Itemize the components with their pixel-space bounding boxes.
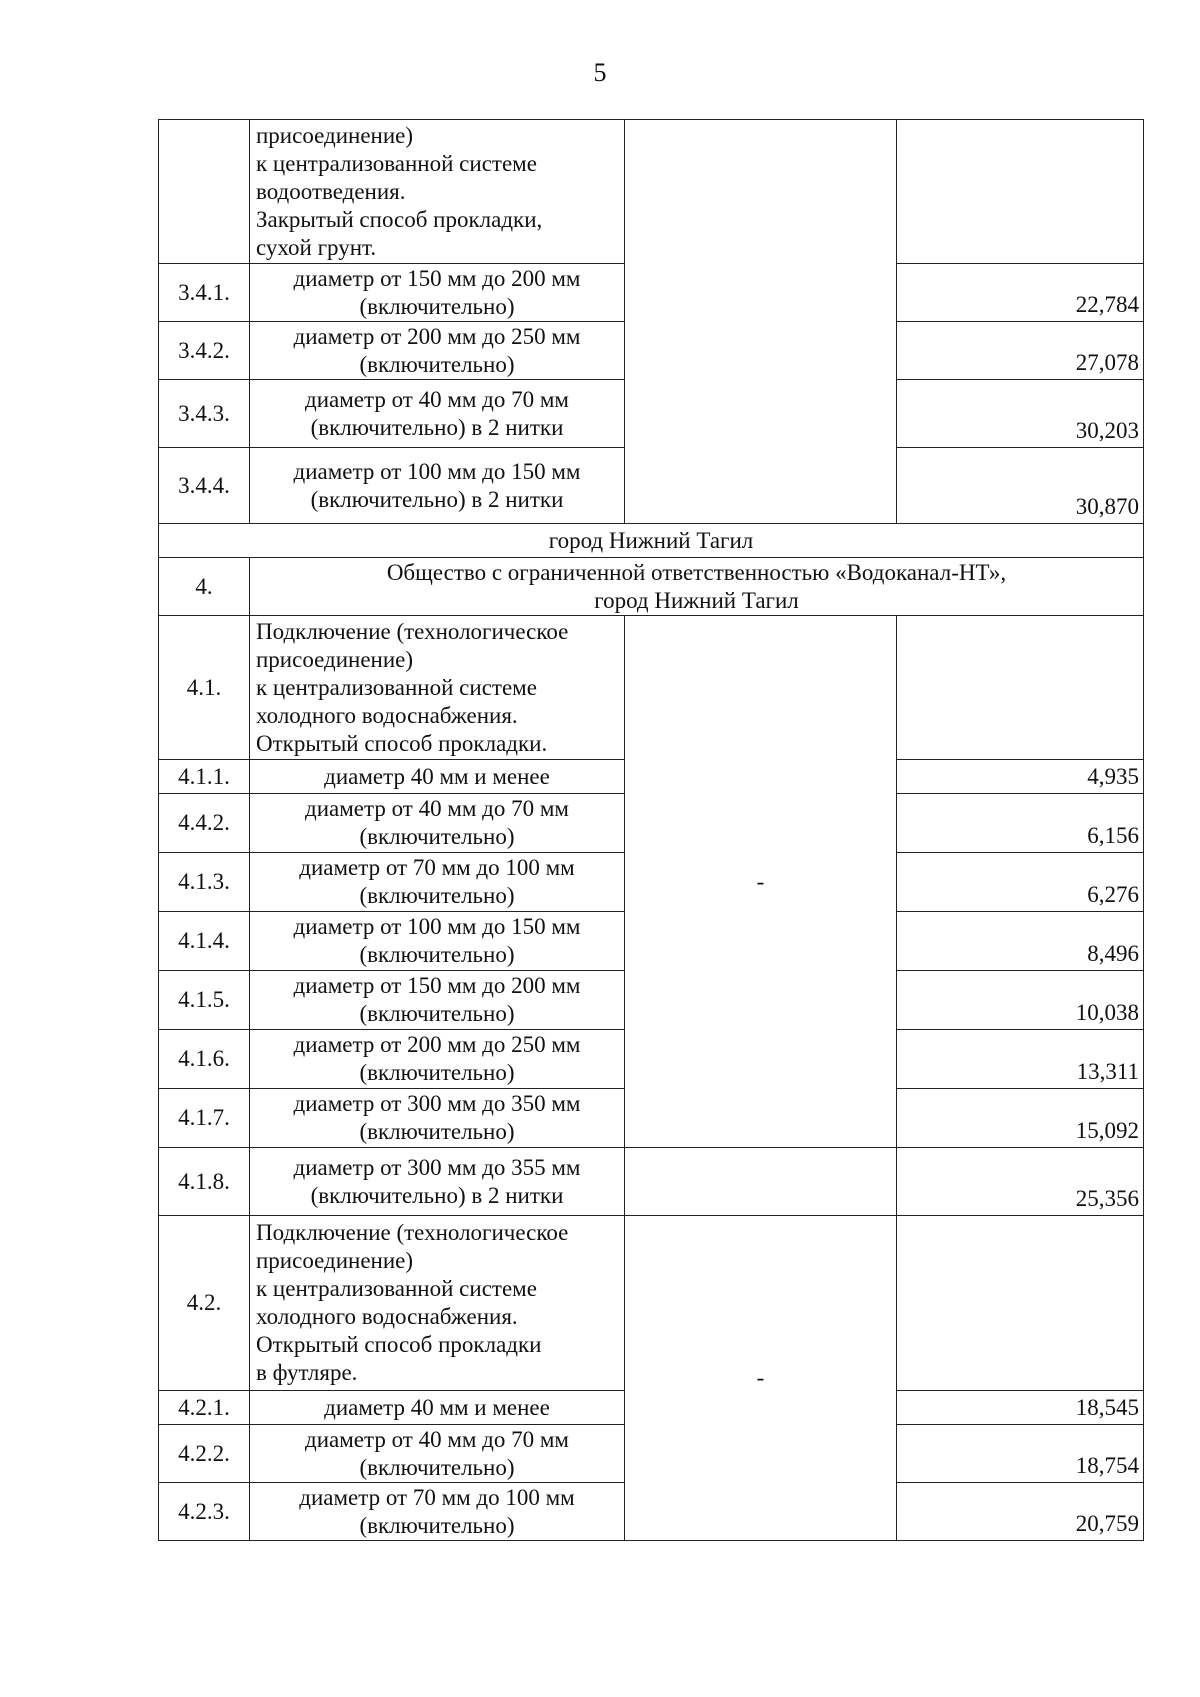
- row-name-cell: диаметр от 70 мм до 100 мм (включительно): [250, 1483, 625, 1541]
- empty-cell: [625, 1148, 897, 1216]
- row-number-cell: 4.2.1.: [159, 1391, 250, 1425]
- value-cell: [897, 1216, 1144, 1391]
- value-cell: 18,545: [897, 1391, 1144, 1425]
- row-number-cell: 3.4.3.: [159, 380, 250, 448]
- value-cell: [897, 616, 1144, 760]
- value-cell: 4,935: [897, 760, 1144, 794]
- row-number-cell: 4.2.: [159, 1216, 250, 1391]
- value-cell: 25,356: [897, 1148, 1144, 1216]
- value-cell: 13,311: [897, 1030, 1144, 1089]
- dash-cell: -: [625, 1216, 897, 1541]
- row-number-cell: 4.1.5.: [159, 971, 250, 1030]
- value-cell: [897, 120, 1144, 264]
- value-cell: 27,078: [897, 322, 1144, 380]
- value-cell: 6,276: [897, 853, 1144, 912]
- value-cell: 30,203: [897, 380, 1144, 448]
- row-name-cell: диаметр от 200 мм до 250 мм (включительно): [250, 322, 625, 380]
- table-row: [159, 616, 1144, 760]
- row-number-cell: 4.1.7.: [159, 1089, 250, 1148]
- section-heading-cell: Подключение (технологическое присоединение) к централизованной системе холодного водоснабжения. Открытый способ прокладки.: [250, 616, 625, 760]
- row-name-cell: диаметр 40 мм и менее: [250, 1391, 625, 1425]
- row-name-cell: диаметр от 40 мм до 70 мм (включительно): [250, 794, 625, 853]
- table-row: [159, 1148, 1144, 1216]
- row-number-cell: 4.4.2.: [159, 794, 250, 853]
- row-name-cell: диаметр от 300 мм до 355 мм (включительно) в 2 нитки: [250, 1148, 625, 1216]
- org-label: Общество с ограниченной ответственностью «Водоканал-НТ», город Нижний Тагил: [250, 558, 1144, 616]
- row-name-cell: диаметр от 40 мм до 70 мм (включительно): [250, 1425, 625, 1483]
- row-name-cell: диаметр 40 мм и менее: [250, 760, 625, 794]
- row-number-cell: 4.1.3.: [159, 853, 250, 912]
- city-row: [159, 524, 1144, 558]
- value-cell: 18,754: [897, 1425, 1144, 1483]
- value-cell: 10,038: [897, 971, 1144, 1030]
- value-cell: 8,496: [897, 912, 1144, 971]
- row-number-cell: 4.1.1.: [159, 760, 250, 794]
- row-name-cell: диаметр от 100 мм до 150 мм (включительно): [250, 912, 625, 971]
- value-cell: 20,759: [897, 1483, 1144, 1541]
- tariff-table: [158, 119, 1144, 1541]
- row-number-cell: 4.1.8.: [159, 1148, 250, 1216]
- section-heading-cell: присоединение) к централизованной системе водоотведения. Закрытый способ прокладки, сухой грунт.: [250, 120, 625, 264]
- row-name-cell: диаметр от 70 мм до 100 мм (включительно): [250, 853, 625, 912]
- row-name-cell: диаметр от 300 мм до 350 мм (включительно): [250, 1089, 625, 1148]
- row-number-cell: 3.4.1.: [159, 264, 250, 322]
- page-number: 5: [593, 58, 607, 87]
- row-name-cell: диаметр от 40 мм до 70 мм (включительно) в 2 нитки: [250, 380, 625, 448]
- value-cell: 22,784: [897, 264, 1144, 322]
- row-number-cell: 4.1.6.: [159, 1030, 250, 1089]
- row-number-cell: 4.1.: [159, 616, 250, 760]
- table-row: [159, 1216, 1144, 1391]
- value-cell: 15,092: [897, 1089, 1144, 1148]
- row-name-cell: диаметр от 100 мм до 150 мм (включительно) в 2 нитки: [250, 448, 625, 524]
- city-label: город Нижний Тагил: [159, 524, 1144, 558]
- row-name-cell: диаметр от 150 мм до 200 мм (включительно): [250, 264, 625, 322]
- row-number-cell: 4.: [159, 558, 250, 616]
- org-row: [159, 558, 1144, 616]
- value-cell: 6,156: [897, 794, 1144, 853]
- empty-cell: [625, 120, 897, 524]
- row-number-cell: 4.2.3.: [159, 1483, 250, 1541]
- section-heading-cell: Подключение (технологическое присоединение) к централизованной системе холодного водоснабжения. Открытый способ прокладки в футляре.: [250, 1216, 625, 1391]
- row-name-cell: диаметр от 200 мм до 250 мм (включительно): [250, 1030, 625, 1089]
- row-number-cell: 4.1.4.: [159, 912, 250, 971]
- row-name-cell: диаметр от 150 мм до 200 мм (включительно): [250, 971, 625, 1030]
- table-row: [159, 120, 1144, 264]
- row-number-cell: [159, 120, 250, 264]
- row-number-cell: 3.4.4.: [159, 448, 250, 524]
- row-number-cell: 3.4.2.: [159, 322, 250, 380]
- dash-cell: -: [625, 616, 897, 1148]
- row-number-cell: 4.2.2.: [159, 1425, 250, 1483]
- value-cell: 30,870: [897, 448, 1144, 524]
